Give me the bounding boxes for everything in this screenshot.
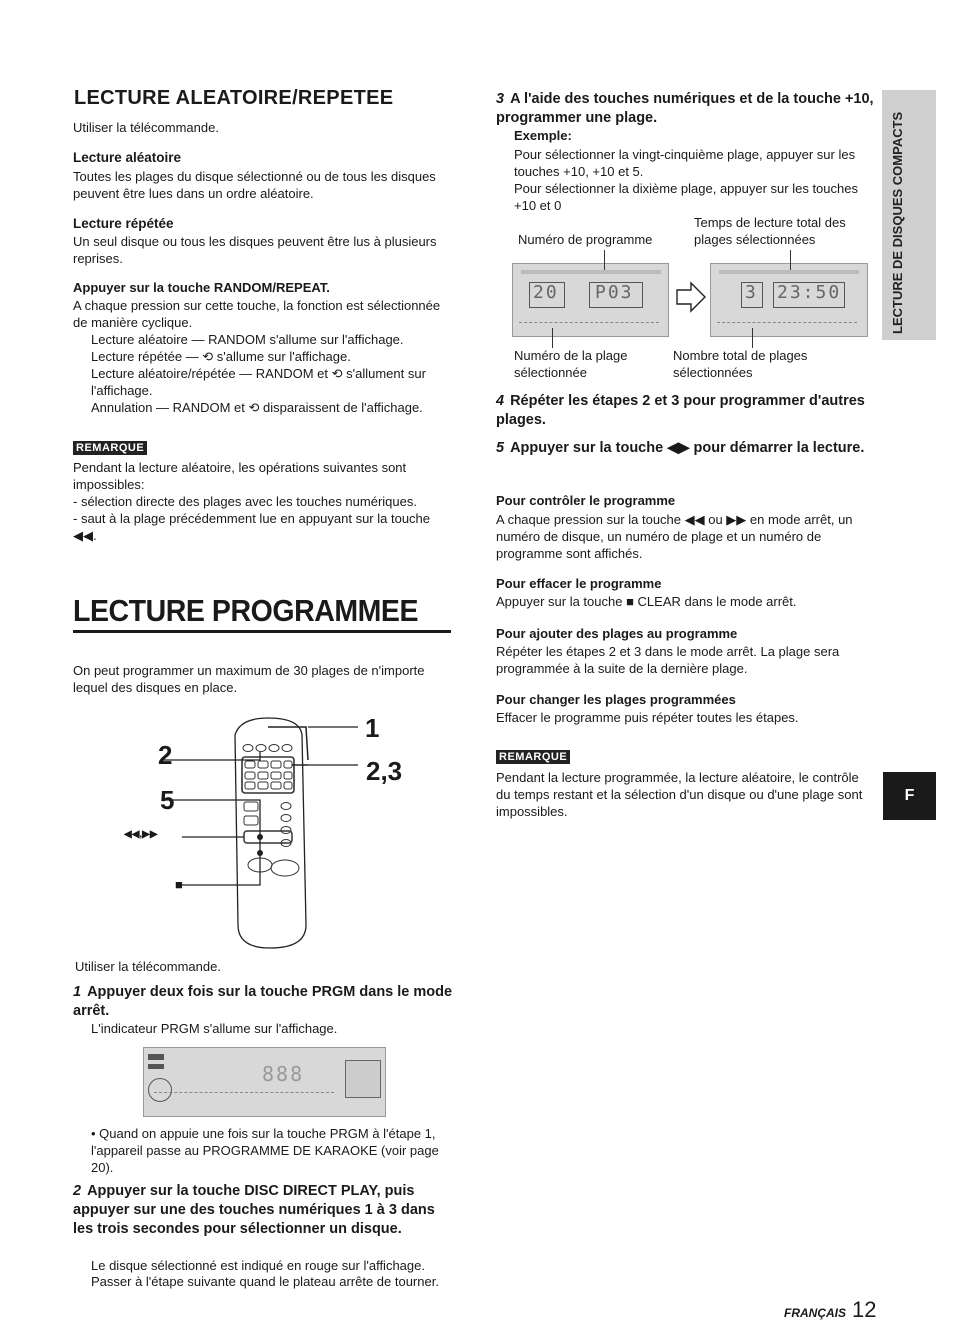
erase-text: Appuyer sur la touche ■ CLEAR dans le mode arrêt. — [496, 594, 797, 609]
lcd-display-1 — [512, 263, 669, 337]
step1-number: 1 — [73, 984, 82, 1000]
ctrl-heading: Pour contrôler le programme — [496, 493, 676, 508]
callout-1: 1 — [365, 713, 380, 743]
remark-item: - saut à la plage précédemment lue en appuyant sur la touche ◀◀. — [73, 511, 431, 543]
step3-title: A l'aide des touches numériques et de la touche +10, programmer une plage. — [496, 91, 874, 126]
remark-badge-right: REMARQUE — [496, 747, 570, 765]
step1-title: Appuyer deux fois sur la touche PRGM dans le mode arrêt. — [73, 984, 453, 1019]
step5 — [496, 439, 876, 458]
step3-number: 3 — [496, 91, 505, 107]
lcd-display-2 — [710, 263, 868, 337]
section1-title: LECTURE ALEATOIRE/REPETEE — [74, 87, 394, 109]
step1-text: L'indicateur PRGM s'allume sur l'affichage. — [91, 1021, 338, 1036]
add-text: Répéter les étapes 2 et 3 dans le mode arrêt. La plage sera programmée à la suite de la dernière plage. — [496, 644, 840, 676]
label-total-tracks: Nombre total de plages sélectionnées — [673, 348, 808, 380]
intro-text: Utiliser la télécommande. — [73, 120, 219, 135]
press-text: A chaque pression sur cette touche, la fonction est sélectionnée de manière cyclique. — [73, 298, 441, 330]
step5-number: 5 — [496, 440, 505, 456]
remote-body — [235, 718, 306, 948]
remark-badge: REMARQUE — [73, 438, 147, 456]
title-rule — [73, 630, 451, 633]
section2-title: LECTURE PROGRAMMEE — [73, 593, 419, 628]
callout-5: 5 — [160, 785, 175, 815]
example-text2: Pour sélectionner la dixième plage, appuyer sur les touches +10 et 0 — [514, 181, 858, 213]
repeat-heading: Lecture répétée — [73, 216, 174, 231]
random-heading: Lecture aléatoire — [73, 150, 182, 165]
prog-intro: On peut programmer un maximum de 30 plages de n'importe lequel des disques en place. — [73, 663, 425, 695]
chapter-sidebar — [882, 90, 936, 340]
remark-text: Pendant la lecture aléatoire, les opérations suivantes sont impossibles: — [73, 460, 407, 492]
arrow-right-icon — [674, 280, 708, 314]
add-heading: Pour ajouter des plages au programme — [496, 626, 738, 641]
cycle-item: Annulation — RANDOM et ⟲ disparaissent de l'affichage. — [91, 400, 423, 415]
erase-heading: Pour effacer le programme — [496, 576, 662, 591]
cycle-item: Lecture répétée — ⟲ s'allume sur l'affichage. — [91, 349, 351, 364]
cycle-list — [91, 331, 451, 416]
remark-list — [73, 493, 453, 544]
step4-title: Répéter les étapes 2 et 3 pour programmer d'autres plages. — [496, 393, 865, 428]
step2-title: Appuyer sur la touche DISC DIRECT PLAY, puis appuyer sur une des touches numériques 1 à 3 dans les trois secondes pour sélectionner un disque. — [73, 1183, 435, 1237]
lcd2-left-value: 3 — [745, 282, 758, 303]
step5-title: Appuyer sur la touche ◀▶ pour démarrer la lecture. — [510, 440, 865, 456]
step1-note: • Quand on appuie une fois sur la touche PRGM à l'étape 1, l'appareil passe au PROGRAMME DE KARAOKE (voir page 20). — [91, 1126, 439, 1175]
label-total-time: Temps de lecture total des plages sélectionnées — [694, 215, 846, 247]
example-text1: Pour sélectionner la vingt-cinquième plage, appuyer sur les touches +10, +10 et 5. — [514, 147, 856, 179]
lcd1-left-value: 20 — [533, 282, 559, 303]
change-heading: Pour changer les plages programmées — [496, 692, 736, 707]
callout-2-3: 2,3 — [366, 756, 403, 786]
press-heading: Appuyer sur la touche RANDOM/REPEAT. — [73, 280, 330, 295]
random-text: Toutes les plages du disque sélectionné ou de tous les disques peuvent être lues dans un ordre aléatoire. — [73, 169, 436, 201]
change-text: Effacer le programme puis répéter toutes les étapes. — [496, 710, 799, 725]
remark-text-right: Pendant la lecture programmée, la lecture aléatoire, le contrôle du temps restant et la sélection d'un disque ou d'une plage sont impossibles. — [496, 770, 863, 819]
label-track-num: Numéro de la plage sélectionnée — [514, 348, 628, 380]
repeat-text: Un seul disque ou tous les disques peuvent être lus à plusieurs reprises. — [73, 234, 437, 266]
prgm-lcd-display: 888 — [143, 1047, 386, 1117]
language-tab: F — [883, 772, 936, 820]
sidebar-text: LECTURE DE DISQUES COMPACTS — [890, 111, 905, 334]
label-prog-num: Numéro de programme — [518, 232, 653, 247]
step2-number: 2 — [73, 1183, 82, 1199]
ctrl-text: A chaque pression sur la touche ◀◀ ou ▶▶ en mode arrêt, un numéro de disque, un numéro de plage et un numéro de programme sont affichés. — [496, 512, 853, 561]
step2 — [73, 1182, 458, 1239]
step4-number: 4 — [496, 393, 505, 409]
step2-text1: Le disque sélectionné est indiqué en rouge sur l'affichage. — [91, 1258, 425, 1273]
remark-item: - sélection directe des plages avec les touches numériques. — [73, 494, 417, 509]
step2-text2: Passer à l'étape suivante quand le plateau arrête de tourner. — [91, 1274, 439, 1289]
lcd2-right-value: 23:50 — [777, 282, 842, 303]
cycle-item: Lecture aléatoire/répétée — RANDOM et ⟲ s'allument sur l'affichage. — [91, 366, 426, 398]
callout-rew-ff: ◀◀,▶▶ — [124, 829, 158, 840]
footer-language: FRANÇAIS — [784, 1306, 846, 1320]
page-number: 12 — [852, 1297, 877, 1322]
step1 — [73, 983, 458, 1021]
callout-2: 2 — [158, 740, 173, 770]
example-label: Exemple: — [514, 128, 572, 143]
remote-caption: Utiliser la télécommande. — [75, 959, 221, 974]
step3 — [496, 90, 876, 128]
lcd1-right-value: P03 — [595, 282, 634, 303]
step4 — [496, 392, 876, 430]
cycle-item: Lecture aléatoire — RANDOM s'allume sur l'affichage. — [91, 332, 404, 347]
callout-stop: ■ — [175, 877, 183, 892]
